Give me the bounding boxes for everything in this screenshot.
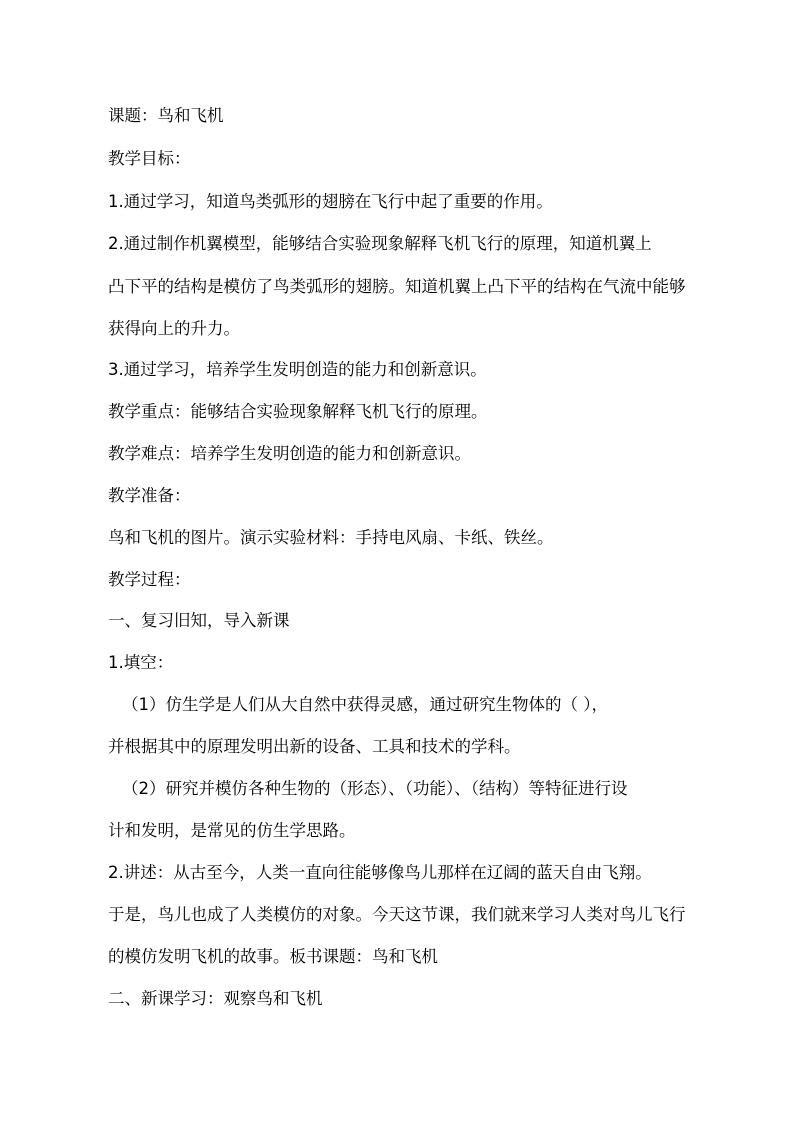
fill-1-line-2: 并根据其中的原理发明出新的设备、工具和技术的学科。 [108, 737, 521, 756]
difficult-point: 教学难点：培养学生发明创造的能力和创新意识。 [108, 444, 471, 463]
fill-heading: 1.填空： [108, 653, 174, 672]
section-2-heading: 二、新课学习：观察鸟和飞机 [108, 989, 323, 1008]
objective-2-line-3: 获得向上的升力。 [108, 319, 240, 338]
fill-1-line-1: （1）仿生学是人们从大自然中获得灵感，通过研究生物体的（ ）， [122, 695, 608, 714]
narration-line-2: 于是，鸟儿也成了人类模仿的对象。今天这节课，我们就来学习人类对鸟儿飞行 [108, 905, 686, 924]
objective-2-line-2: 凸下平的结构是模仿了鸟类弧形的翅膀。知道机翼上凸下平的结构在气流中能够 [108, 277, 686, 296]
key-point: 教学重点：能够结合实验现象解释飞机飞行的原理。 [108, 402, 488, 421]
objective-2-line-1: 2.通过制作机翼模型，能够结合实验现象解释飞机飞行的原理，知道机翼上 [108, 234, 652, 253]
narration-line-1: 2.讲述：从古至今，人类一直向往能够像鸟儿那样在辽阔的蓝天自由飞翔。 [108, 863, 652, 882]
objective-1: 1.通过学习，知道鸟类弧形的翅膀在飞行中起了重要的作用。 [108, 192, 553, 211]
lesson-title: 课题：鸟和飞机 [108, 106, 224, 125]
fill-2-line-1: （2）研究并模仿各种生物的（形态）、（功能）、（结构）等特征进行设 [122, 779, 628, 798]
objective-3: 3.通过学习，培养学生发明创造的能力和创新意识。 [108, 360, 487, 379]
narration-line-3: 的模仿发明飞机的故事。板书课题：鸟和飞机 [108, 947, 438, 966]
preparation-text: 鸟和飞机的图片。演示实验材料：手持电风扇、卡纸、铁丝。 [108, 528, 554, 547]
fill-2-line-2: 计和发明，是常见的仿生学思路。 [108, 821, 356, 840]
section-1-heading: 一、复习旧知，导入新课 [108, 611, 290, 630]
objectives-heading: 教学目标： [108, 149, 191, 168]
process-heading: 教学过程： [108, 570, 191, 589]
preparation-heading: 教学准备： [108, 486, 191, 505]
